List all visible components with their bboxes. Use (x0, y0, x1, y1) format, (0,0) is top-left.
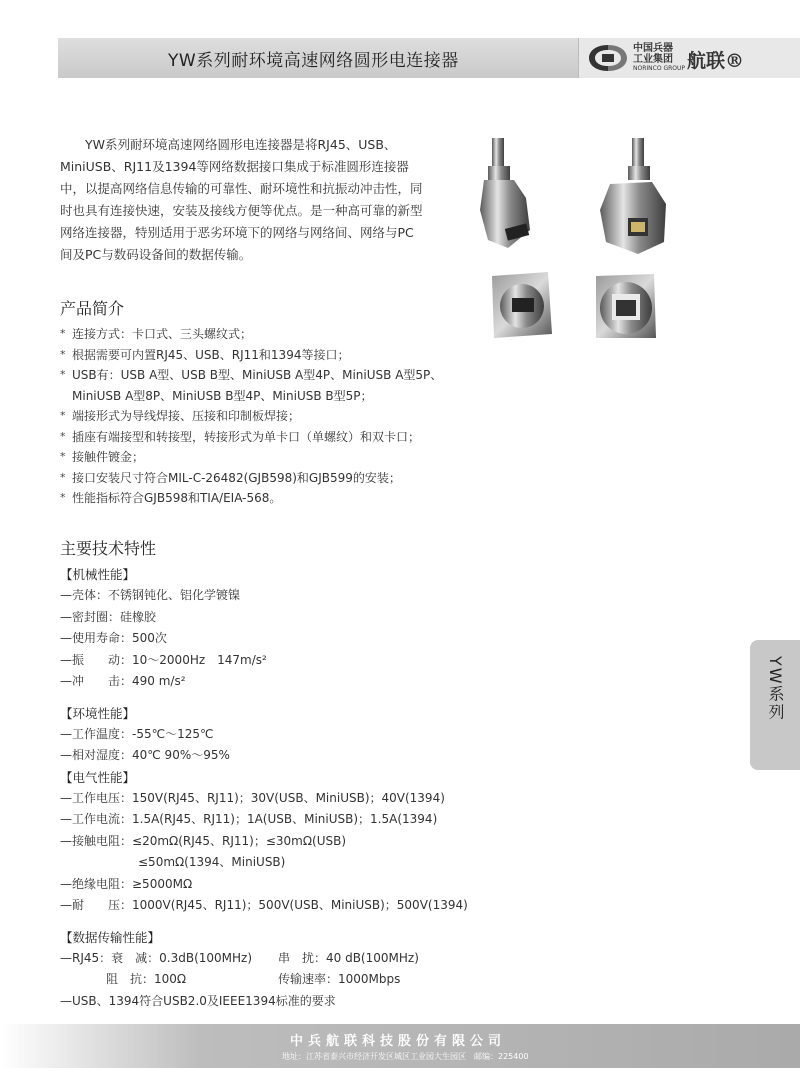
spec-shock (60, 671, 710, 693)
rj45-rate: 传输速率：1000Mbps (278, 972, 401, 986)
series-side-label: YW系列 (766, 656, 785, 722)
page-footer (0, 1024, 800, 1068)
page-header (58, 38, 800, 78)
contact-label: —接触电阻： (60, 833, 133, 848)
brand-block (578, 38, 800, 78)
mech-heading: 【机械性能】 (60, 567, 136, 582)
rj45-impedance: 阻 抗：100Ω (106, 972, 187, 986)
env-heading: 【环境性能】 (60, 705, 136, 721)
footer-address: 地址：江苏省泰兴市经济开发区城区工业园大生园区 邮编：225400 (282, 1052, 529, 1061)
list-item: * 连接方式：卡口式、三头螺纹式； (60, 324, 480, 345)
vibration-label: —振 动： (60, 652, 133, 667)
vibration-value: 10～2000Hz 147m/s² (132, 652, 267, 667)
list-item: * USB有：USB A型、USB B型、MiniUSB A型4P、MiniUSB A型5P、MiniUSB A型8P、MiniUSB B型4P、MiniUSB B型5P； (60, 365, 480, 406)
data-heading: 【数据传输性能】 (60, 929, 161, 945)
contact-value-1: ≤20mΩ(RJ45、RJ11)；≤30mΩ(USB) (132, 833, 347, 848)
spec-withstand (60, 895, 710, 917)
tech-heading: 主要技术特性 (60, 539, 157, 558)
brand-logo-icon (587, 43, 629, 73)
plug-usb-image (480, 138, 530, 248)
spec-life: —使用寿命：500次 (60, 631, 167, 645)
rj45-attenuation: —RJ45：衰 减：0.3dB(100MHz) (60, 950, 253, 965)
shock-value: 490 m/s² (132, 674, 186, 688)
list-item: * 根据需要可内置RJ45、USB、RJ11和1394等接口； (60, 345, 480, 366)
spec-voltage: —工作电压：150V(RJ45、RJ11)；30V(USB、MiniUSB)；40V(1394) (60, 790, 445, 805)
list-item: * 性能指标符合GJB598和TIA/EIA-568。 (60, 488, 480, 509)
product-intro-heading: 产品简介 (60, 299, 125, 318)
brand-line-2: 工业集团 (633, 54, 673, 65)
page-title: YW系列耐环境高速网络圆形电连接器 (168, 51, 459, 71)
list-item: * 接口安装尺寸符合MIL-C-26482(GJB598)和GJB599的安装； (60, 468, 480, 489)
product-intro-list (60, 324, 480, 509)
spec-humidity: —相对湿度：40℃ 90%～95% (60, 748, 230, 762)
series-side-tab (750, 640, 800, 770)
rj45-crosstalk: 串 扰：40 dB(100MHz) (278, 950, 419, 965)
tech-specs (60, 564, 710, 1012)
list-item: * 端接形式为导线焊接、压接和印制板焊接； (60, 406, 480, 427)
spec-shell: —壳体：不锈钢钝化、铝化学镀镍 (60, 588, 241, 602)
brand-name: 航联® (687, 50, 745, 72)
receptacle-rj45-image (596, 274, 656, 338)
contact-value-2: ≤50mΩ(1394、MiniUSB) (138, 855, 286, 869)
intro-section (60, 134, 426, 266)
spec-contact-resistance (60, 831, 710, 853)
spec-vibration (60, 650, 710, 672)
withstand-label: —耐 压： (60, 898, 133, 912)
spec-temperature: —工作温度：-55℃～125℃ (60, 726, 214, 741)
spec-rj45-row-2 (60, 969, 710, 991)
brand-line-1: 中国兵器 (633, 43, 673, 54)
list-item: * 接触件镀金； (60, 447, 480, 468)
spec-seal: —密封圈：硅橡胶 (60, 609, 157, 624)
list-item: * 插座有端接型和转接型，转接形式为单卡口（单螺纹）和双卡口； (60, 427, 480, 448)
receptacle-usb-image (492, 272, 552, 338)
connector-photos (478, 130, 678, 350)
elec-heading: 【电气性能】 (60, 769, 136, 785)
intro-paragraph: YW系列耐环境高速网络圆形电连接器是将RJ45、USB、MiniUSB、RJ11及1394等网络数据接口集成于标准圆形连接器中，以提高网络信息传输的可靠性、耐环境性和抗振动冲击性，同时也具有连接快速，安装及接线方便等优点。是一种高可靠的新型网络连接器，特别适用于恶劣环境下的网络与网络间、网络与PC间及PC与数码设备间的数据传输。 (60, 137, 423, 262)
spec-usb-standard: —USB、1394符合USB2.0及IEEE1394标准的要求 (60, 993, 336, 1008)
spec-insulation: —绝缘电阻：≥5000MΩ (60, 876, 193, 891)
shock-label: —冲 击： (60, 674, 133, 688)
plug-rj45-image (600, 138, 666, 254)
brand-english: NORINCO GROUP (633, 65, 686, 72)
spec-current: —工作电流：1.5A(RJ45、RJ11)；1A(USB、MiniUSB)；1.5A(1394) (60, 812, 438, 826)
footer-company: 中兵航联科技股份有限公司 (290, 1034, 507, 1049)
withstand-value: 1000V(RJ45、RJ11)；500V(USB、MiniUSB)；500V(1394) (132, 898, 468, 912)
brand-chinese (633, 43, 673, 65)
spec-rj45-row-1 (60, 948, 710, 970)
